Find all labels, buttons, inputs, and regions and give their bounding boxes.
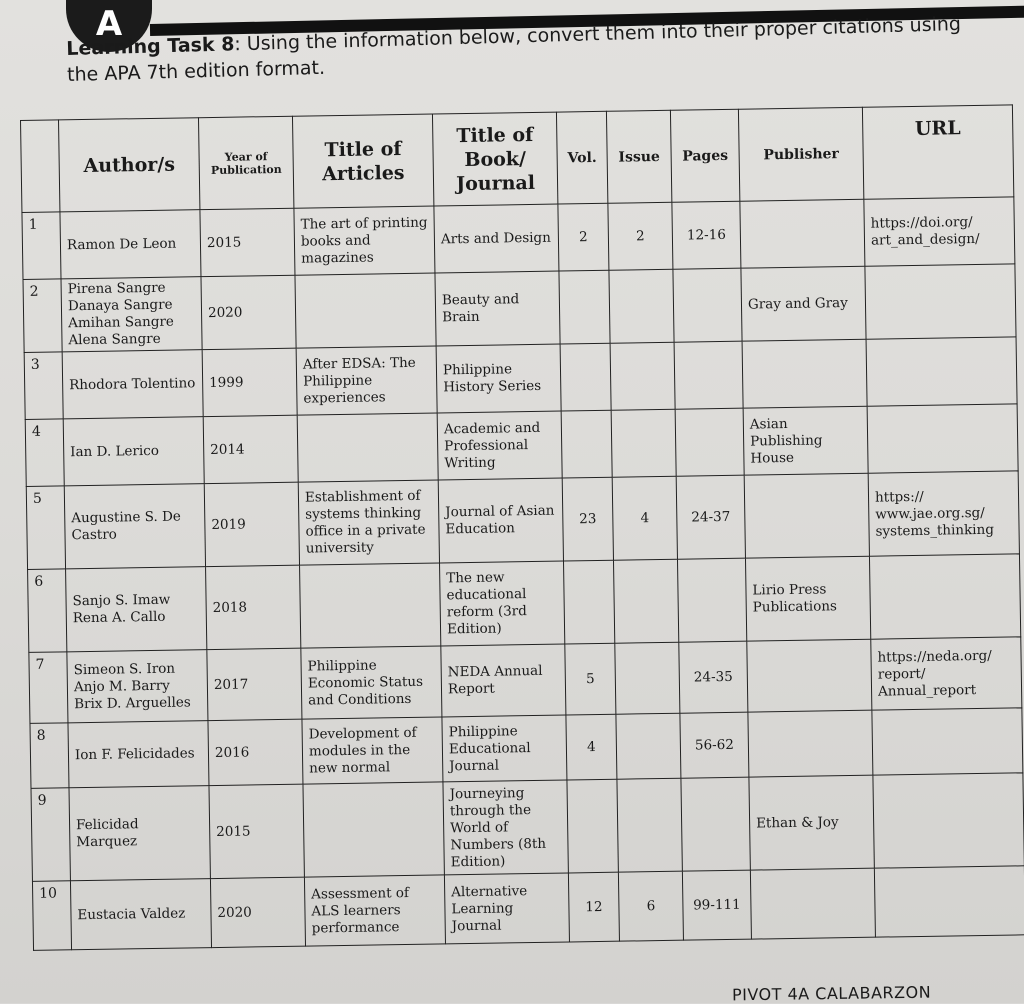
cell-book-title: NEDA Annual Report <box>441 644 566 717</box>
cell-article-title: Establishment of systems thinking office in a private university <box>298 480 439 565</box>
cell-year: 2018 <box>206 565 301 649</box>
cell-url: https:// www.jae.org.sg/ systems_thinking <box>868 471 1019 556</box>
cell-article-title <box>297 413 438 482</box>
cell-authors: Augustine S. De Castro <box>64 484 205 569</box>
header-title-book: Title of Book/ Journal <box>432 112 557 206</box>
table-row <box>31 773 1024 882</box>
cell-book-title: Philippine History Series <box>436 344 561 413</box>
cell-issue: 6 <box>618 871 683 941</box>
cell-article-title: Assessment of ALS learners performance <box>304 875 445 946</box>
row-number-label: 1 <box>28 216 38 233</box>
cell-book-title: The new educational reform (3rd Edition) <box>440 561 565 646</box>
row-number-label: 2 <box>29 283 39 300</box>
header-year: Year of Publication <box>198 116 293 209</box>
table-row <box>28 554 1021 653</box>
cell-article-title <box>295 273 436 348</box>
cell-year: 2014 <box>203 415 298 483</box>
cell-authors: Ian D. Lerico <box>63 417 204 486</box>
cell-issue <box>613 559 678 643</box>
cell-book-title: Beauty and Brain <box>435 271 560 346</box>
cell-publisher: Gray and Gray <box>741 266 866 341</box>
row-number-label: 6 <box>34 573 44 590</box>
cell-year: 2020 <box>201 275 296 349</box>
cell-issue <box>617 778 682 872</box>
cell-url <box>867 404 1018 473</box>
cell-authors: Pirena Sangre Danaya Sangre Amihan Sangre Alena Sangre <box>61 277 202 352</box>
header-authors: Author/s <box>59 118 200 212</box>
cell-book-title: Academic and Professional Writing <box>437 411 562 480</box>
task-label: Learning Task 8 <box>66 33 235 60</box>
cell-article-title: After EDSA: The Philippine experiences <box>296 346 437 415</box>
row-number-label: 4 <box>31 423 41 440</box>
cell-pages: 12-16 <box>672 201 741 269</box>
row-number-label: 3 <box>30 356 40 373</box>
cell-authors: Ion F. Felicidades <box>68 721 209 788</box>
cell-row-number <box>28 569 67 653</box>
cell-pages: 56-62 <box>680 712 749 778</box>
cell-issue: 4 <box>612 476 677 560</box>
cell-authors: Felicidad Marquez <box>69 786 210 881</box>
cell-row-number <box>30 723 69 789</box>
cell-pages: 24-37 <box>676 475 745 559</box>
row-number-label: 10 <box>39 885 58 902</box>
cell-pages <box>681 777 750 871</box>
row-number-label: 5 <box>32 490 42 507</box>
footer-text: PIVOT 4A CALABARZON <box>731 982 932 1004</box>
cell-url <box>866 337 1017 406</box>
citation-table-wrapper <box>20 104 1024 950</box>
cell-publisher <box>744 473 869 558</box>
cell-book-title: Alternative Learning Journal <box>444 873 569 944</box>
cell-pages <box>674 341 743 409</box>
table-row <box>26 471 1019 570</box>
cell-year: 2017 <box>207 648 302 720</box>
cell-volume <box>559 270 610 344</box>
cell-book-title: Journal of Asian Education <box>438 478 563 563</box>
header-pages: Pages <box>670 109 739 202</box>
cell-authors: Ramon De Leon <box>60 210 201 279</box>
cell-year: 2015 <box>200 208 295 276</box>
row-number-label: 8 <box>36 727 46 744</box>
cell-row-number <box>32 881 71 951</box>
cell-publisher: Lirio Press Publications <box>745 556 870 641</box>
cell-volume <box>560 343 611 411</box>
cell-publisher: Ethan & Joy <box>749 775 874 870</box>
cell-row-number <box>23 279 62 353</box>
cell-year: 2015 <box>209 784 304 878</box>
cell-issue: 2 <box>608 202 673 270</box>
cell-article-title <box>303 782 444 877</box>
cell-pages <box>675 408 744 476</box>
cell-authors: Simeon S. Iron Anjo M. Barry Brix D. Arguelles <box>67 650 208 723</box>
cell-authors: Rhodora Tolentino <box>62 350 203 419</box>
cell-url: https://neda.org/ report/ Annual_report <box>871 637 1022 710</box>
cell-volume: 12 <box>568 872 619 942</box>
cell-issue <box>610 342 675 410</box>
cell-publisher <box>742 339 867 408</box>
cell-publisher <box>740 199 865 268</box>
cell-publisher <box>748 710 873 777</box>
cell-url <box>872 708 1023 775</box>
cell-url <box>865 264 1016 339</box>
cell-volume <box>563 560 614 644</box>
cell-book-title: Journeying through the World of Numbers (8th Edition) <box>443 780 568 875</box>
cell-publisher <box>750 868 875 939</box>
header-publisher: Publisher <box>738 107 863 201</box>
header-title-articles: Title of Articles <box>292 114 433 208</box>
cell-authors: Sanjo S. Imaw Rena A. Callo <box>66 567 207 652</box>
header-url: URL <box>862 105 1013 199</box>
citation-table <box>20 104 1024 950</box>
header-issue: Issue <box>606 110 671 203</box>
cell-year: 2019 <box>204 482 299 566</box>
cell-pages <box>677 558 746 642</box>
header-number <box>21 120 60 213</box>
cell-issue <box>615 642 680 714</box>
cell-row-number <box>29 652 68 724</box>
cell-row-number <box>31 788 70 882</box>
cell-year: 2020 <box>210 877 305 947</box>
cell-url <box>873 773 1024 868</box>
cell-issue <box>609 269 674 343</box>
cell-volume <box>561 410 612 478</box>
header-vol: Vol. <box>556 111 607 204</box>
cell-issue <box>616 713 681 779</box>
table-header-row <box>21 105 1014 213</box>
cell-year: 1999 <box>202 348 297 416</box>
section-badge-letter: A <box>95 4 123 44</box>
cell-book-title: Philippine Educational Journal <box>442 715 567 782</box>
row-number-label: 7 <box>35 656 45 673</box>
cell-url <box>874 866 1024 937</box>
cell-pages: 24-35 <box>679 641 748 713</box>
cell-row-number <box>25 419 64 487</box>
cell-pages: 99-111 <box>682 870 751 940</box>
cell-article-title: The art of printing books and magazines <box>294 206 435 275</box>
cell-publisher <box>747 639 872 712</box>
row-number-label: 9 <box>37 792 47 809</box>
cell-volume: 2 <box>558 203 609 271</box>
cell-url: https://doi.org/ art_and_design/ <box>864 197 1015 266</box>
cell-volume: 5 <box>565 643 616 715</box>
cell-row-number <box>26 486 65 570</box>
cell-row-number <box>22 212 61 280</box>
cell-authors: Eustacia Valdez <box>70 879 211 950</box>
cell-year: 2016 <box>208 719 303 785</box>
cell-publisher: Asian Publishing House <box>743 406 868 475</box>
cell-article-title: Philippine Economic Status and Conditions <box>301 646 442 719</box>
cell-volume: 4 <box>566 714 617 780</box>
cell-volume <box>567 779 618 873</box>
cell-row-number <box>24 352 63 420</box>
cell-url <box>869 554 1020 639</box>
task-text: : Using the information below, convert them into their proper citations using the APA 7th edition format. <box>66 13 962 86</box>
cell-volume: 23 <box>562 477 613 561</box>
cell-article-title <box>300 563 441 648</box>
cell-issue <box>611 409 676 477</box>
cell-article-title: Development of modules in the new normal <box>302 717 443 784</box>
cell-book-title: Arts and Design <box>434 204 559 273</box>
cell-pages <box>673 268 742 342</box>
